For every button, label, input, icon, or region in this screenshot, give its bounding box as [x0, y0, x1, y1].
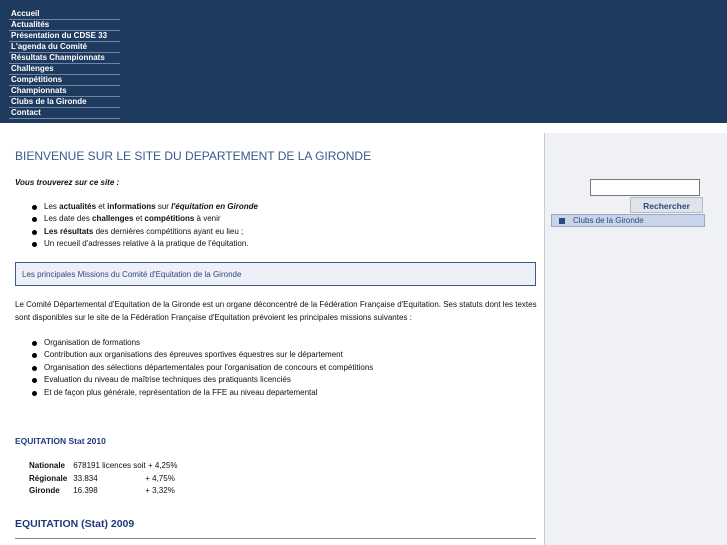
nav-item-challenges[interactable]: Challenges — [9, 64, 120, 75]
intro-text: Vous trouverez sur ce site : — [15, 178, 120, 187]
stat-label: Gironde — [29, 486, 60, 495]
description-paragraph: Le Comité Départemental d'Equitation de la Gironde est un organe déconcentré de la Fédération Française d'Equitation. Ses statuts dont les textes sont disponibles sur le site de la Fédération Française d'Equitation prévoient les principales missions suivantes : — [15, 300, 537, 322]
nav-item-clubs[interactable]: Clubs de la Gironde — [9, 97, 120, 108]
stats-table — [29, 460, 184, 498]
square-bullet-icon — [559, 218, 565, 224]
feature-list — [15, 201, 535, 251]
stat-value: 16.398 — [73, 486, 98, 495]
page-title: BIENVENUE SUR LE SITE DU DEPARTEMENT DE LA GIRONDE — [15, 149, 372, 163]
list-item: Organisation de formations — [15, 337, 535, 349]
nav-item-presentation[interactable]: Présentation du CDSE 33 — [9, 31, 120, 42]
nav-item-championnats[interactable]: Championnats — [9, 86, 120, 97]
header-banner — [0, 0, 727, 123]
stats-2009-title: EQUITATION (Stat) 2009 — [15, 518, 135, 530]
clubs-link-label: Clubs de la Gironde — [573, 216, 644, 225]
missions-heading-box: Les principales Missions du Comité d'Equitation de la Gironde — [15, 262, 536, 286]
table-row — [29, 473, 184, 486]
stat-percent: + 3,32% — [145, 486, 175, 495]
stats-2010-title: EQUITATION Stat 2010 — [15, 436, 106, 446]
divider — [15, 538, 536, 539]
table-row — [29, 460, 184, 473]
nav-item-actualites[interactable]: Actualités — [9, 20, 120, 31]
stat-label: Nationale — [29, 461, 66, 470]
nav-item-competitions[interactable]: Compétitions — [9, 75, 120, 86]
nav-item-agenda[interactable]: L'agenda du Comité — [9, 42, 120, 53]
list-item: Organisation des sélections départementales pour l'organisation de concours et compétitions — [15, 362, 535, 374]
stat-label: Régionale — [29, 473, 68, 483]
nav-item-resultats[interactable]: Résultats Championnats — [9, 53, 120, 64]
search-button[interactable]: Rechercher — [630, 197, 703, 213]
list-item: Un recueil d'adresses relative à la pratique de l'équitation. — [15, 238, 535, 250]
main-navigation — [9, 9, 120, 119]
stat-percent: + 4,75% — [145, 473, 175, 483]
nav-item-contact[interactable]: Contact — [9, 108, 120, 119]
table-row — [29, 485, 184, 498]
sidebar — [544, 133, 727, 545]
list-item: Les date des challenges et compétitions à venir — [15, 213, 535, 225]
missions-list — [15, 337, 535, 399]
list-item: Les résultats des dernières compétitions ayant eu lieu ; — [15, 226, 535, 238]
nav-item-accueil[interactable]: Accueil — [9, 9, 120, 20]
stat-value: 678191 licences soit + 4,25% — [73, 461, 178, 470]
clubs-gironde-link[interactable] — [551, 214, 705, 227]
list-item: Contribution aux organisations des épreuves sportives équestres sur le département — [15, 349, 535, 361]
main-content — [0, 133, 544, 545]
list-item: Evaluation du niveau de maîtrise techniques des pratiquants licenciés — [15, 374, 535, 386]
list-item: Les actualités et informations sur l'équitation en Gironde — [15, 201, 535, 213]
list-item: Et de façon plus générale, représentation de la FFE au niveau departemental — [15, 387, 535, 399]
search-input[interactable] — [590, 179, 700, 196]
stat-value: 33.834 — [73, 473, 98, 483]
